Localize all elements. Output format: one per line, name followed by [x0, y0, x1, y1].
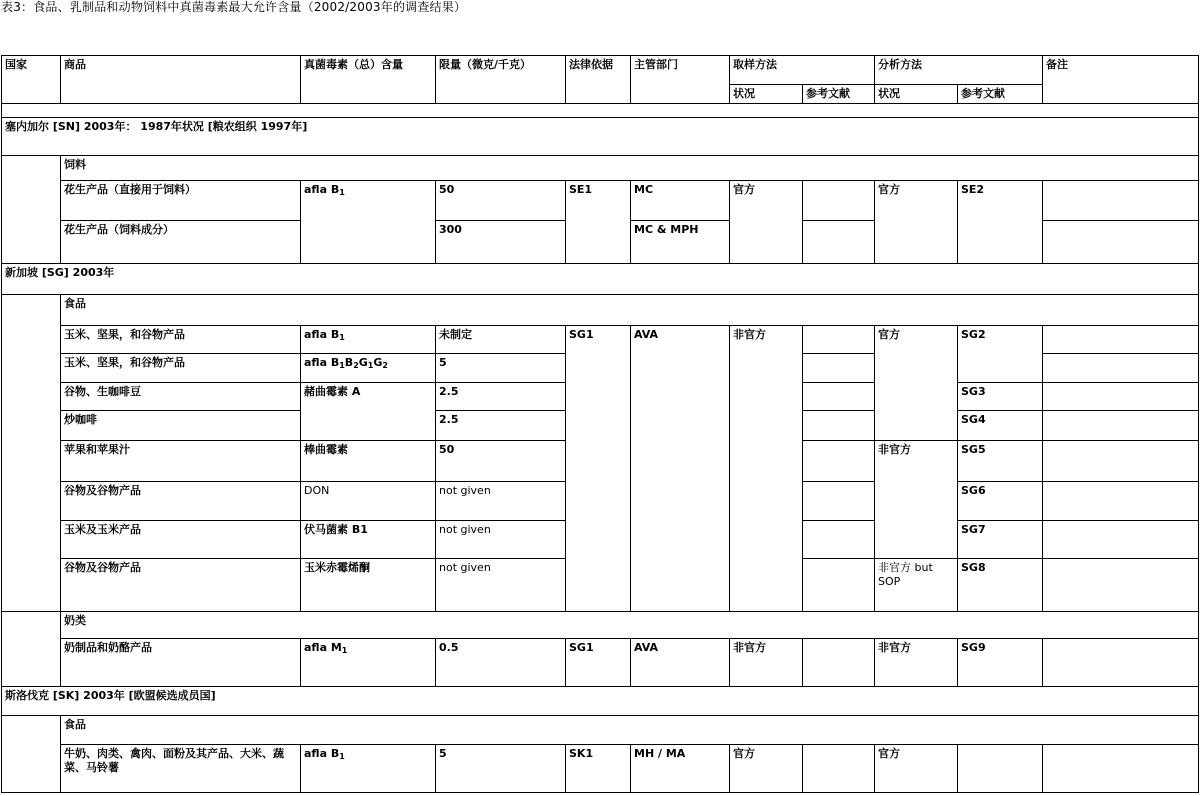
authority-cell: MC [631, 181, 730, 221]
header-analysis-reference: 参考文献 [958, 85, 1043, 104]
header-analysis: 分析方法 [875, 56, 1043, 85]
limit-cell: 50 [436, 441, 566, 482]
remarks-cell [1043, 383, 1199, 411]
sampling-ref-cell [803, 411, 875, 441]
header-row [2, 56, 1199, 85]
commodity-cell: 玉米、坚果，和谷物产品 [61, 326, 301, 354]
table-row [2, 745, 1199, 793]
limit-cell: 2.5 [436, 383, 566, 411]
remarks-cell [1043, 181, 1199, 221]
legal-basis-cell: SE1 [566, 181, 631, 264]
analysis-status-cell: 官方 [875, 745, 958, 793]
mycotoxin-cell: 玉米赤霉烯酮 [301, 559, 436, 612]
mycotoxin-cell: afla $B_1$ [301, 745, 436, 793]
category-label: 奶类 [61, 612, 1199, 639]
table-row [2, 181, 1199, 221]
analysis-ref-cell: SG9 [958, 639, 1043, 687]
category-row [2, 295, 1199, 326]
table-row [2, 639, 1199, 687]
country-row-senegal [2, 118, 1199, 156]
commodity-cell: 谷物及谷物产品 [61, 559, 301, 612]
analysis-status-cell: 非官方 [875, 639, 958, 687]
sampling-ref-cell [803, 639, 875, 687]
sampling-ref-cell [803, 441, 875, 482]
header-analysis-status: 状况 [875, 85, 958, 104]
remarks-cell [1043, 326, 1199, 354]
sampling-status-cell: 非官方 [730, 326, 803, 612]
header-commodity: 商品 [61, 56, 301, 104]
analysis-status-cell: 官方 [875, 326, 958, 441]
mycotoxin-cell: afla $B_1$ [301, 181, 436, 264]
legal-basis-cell: SG1 [566, 639, 631, 687]
header-sampling: 取样方法 [730, 56, 875, 85]
limit-cell: not given [436, 559, 566, 612]
country-title: 斯洛伐克 [SK] 2003年 [欧盟候选成员国] [2, 687, 1199, 716]
sampling-status-cell: 官方 [730, 181, 803, 264]
limit-cell: 5 [436, 745, 566, 793]
sampling-ref-cell [803, 482, 875, 521]
sampling-ref-cell [803, 326, 875, 354]
header-mycotoxin: 真菌毒素（总）含量 [301, 56, 436, 104]
remarks-cell [1043, 521, 1199, 559]
sampling-status-cell: 非官方 [730, 639, 803, 687]
country-cell [2, 612, 61, 687]
limit-cell: not given [436, 482, 566, 521]
analysis-ref-cell: SG3 [958, 383, 1043, 411]
remarks-cell [1043, 559, 1199, 612]
remarks-cell [1043, 354, 1199, 383]
mycotoxin-cell: afla $M_1$ [301, 639, 436, 687]
analysis-ref-cell: SG8 [958, 559, 1043, 612]
sampling-ref-cell [803, 559, 875, 612]
category-row [2, 612, 1199, 639]
category-label: 食品 [61, 295, 1199, 326]
commodity-cell: 牛奶、肉类、禽肉、面粉及其产品、大米、蔬菜、马铃薯 [61, 745, 301, 793]
mycotoxin-cell: 棒曲霉素 [301, 441, 436, 482]
country-title: 新加坡 [SG] 2003年 [2, 264, 1199, 295]
header-authority: 主管部门 [631, 56, 730, 104]
country-row-singapore [2, 264, 1199, 295]
commodity-cell: 谷物及谷物产品 [61, 482, 301, 521]
legal-basis-cell: SK1 [566, 745, 631, 793]
header-sampling-status: 状况 [730, 85, 803, 104]
category-row [2, 716, 1199, 745]
sampling-status-cell: 官方 [730, 745, 803, 793]
commodity-cell: 奶制品和奶酪产品 [61, 639, 301, 687]
analysis-ref-cell: SG6 [958, 482, 1043, 521]
sampling-ref-cell [803, 181, 875, 221]
header-limit: 限量（微克/千克） [436, 56, 566, 104]
analysis-status-cell: 非官方 [875, 441, 958, 559]
table-caption: 表3：食品、乳制品和动物饲料中真菌毒素最大允许含量（2002/2003年的调查结果） [1, 0, 467, 14]
header-remarks: 备注 [1043, 56, 1199, 104]
category-label: 食品 [61, 716, 1199, 745]
remarks-cell [1043, 221, 1199, 264]
analysis-ref-cell: SG4 [958, 411, 1043, 441]
analysis-ref-cell [958, 745, 1043, 793]
authority-cell: MH / MA [631, 745, 730, 793]
remarks-cell [1043, 745, 1199, 793]
analysis-status-cell: 官方 [875, 181, 958, 264]
sampling-ref-cell [803, 383, 875, 411]
country-row-slovakia [2, 687, 1199, 716]
commodity-cell: 苹果和苹果汁 [61, 441, 301, 482]
remarks-cell [1043, 411, 1199, 441]
analysis-status-cell: 非官方 but SOP [875, 559, 958, 612]
analysis-ref-cell: SG7 [958, 521, 1043, 559]
country-cell [2, 295, 61, 612]
header-legal-basis: 法律依据 [566, 56, 631, 104]
limit-cell: 0.5 [436, 639, 566, 687]
authority-cell: MC & MPH [631, 221, 730, 264]
commodity-cell: 谷物、生咖啡豆 [61, 383, 301, 411]
commodity-cell: 花生产品（直接用于饲料） [61, 181, 301, 221]
mycotoxin-table [1, 55, 1199, 793]
mycotoxin-cell: 赭曲霉素 A [301, 383, 436, 441]
sampling-ref-cell [803, 354, 875, 383]
sampling-ref-cell [803, 745, 875, 793]
country-cell [2, 716, 61, 793]
authority-cell: AVA [631, 326, 730, 612]
header-country: 国家 [2, 56, 61, 104]
sampling-ref-cell [803, 521, 875, 559]
commodity-cell: 花生产品（饲料成分） [61, 221, 301, 264]
analysis-ref-cell: SE2 [958, 181, 1043, 264]
mycotoxin-cell: afla $B_1$ [301, 326, 436, 354]
remarks-cell [1043, 441, 1199, 482]
sampling-ref-cell [803, 221, 875, 264]
country-title: 塞内加尔 [SN] 2003年： 1987年状况 [粮农组织 1997年] [2, 118, 1199, 156]
analysis-ref-cell: SG2 [958, 326, 1043, 383]
country-cell [2, 156, 61, 264]
limit-cell: 5 [436, 354, 566, 383]
limit-cell: 2.5 [436, 411, 566, 441]
authority-cell: AVA [631, 639, 730, 687]
mycotoxin-cell: 伏马菌素 B1 [301, 521, 436, 559]
analysis-ref-cell: SG5 [958, 441, 1043, 482]
remarks-cell [1043, 482, 1199, 521]
limit-cell: 未制定 [436, 326, 566, 354]
limit-cell: 300 [436, 221, 566, 264]
limit-cell: not given [436, 521, 566, 559]
table-row [2, 326, 1199, 354]
commodity-cell: 炒咖啡 [61, 411, 301, 441]
limit-cell: 50 [436, 181, 566, 221]
mycotoxin-cell: afla $B_1B_2G_1G_2$ [301, 354, 436, 383]
remarks-cell [1043, 639, 1199, 687]
category-label: 饲料 [61, 156, 1199, 181]
spacer-row [2, 104, 1199, 118]
category-row [2, 156, 1199, 181]
commodity-cell: 玉米、坚果，和谷物产品 [61, 354, 301, 383]
mycotoxin-cell: DON [301, 482, 436, 521]
legal-basis-cell: SG1 [566, 326, 631, 612]
commodity-cell: 玉米及玉米产品 [61, 521, 301, 559]
header-sampling-reference: 参考文献 [803, 85, 875, 104]
